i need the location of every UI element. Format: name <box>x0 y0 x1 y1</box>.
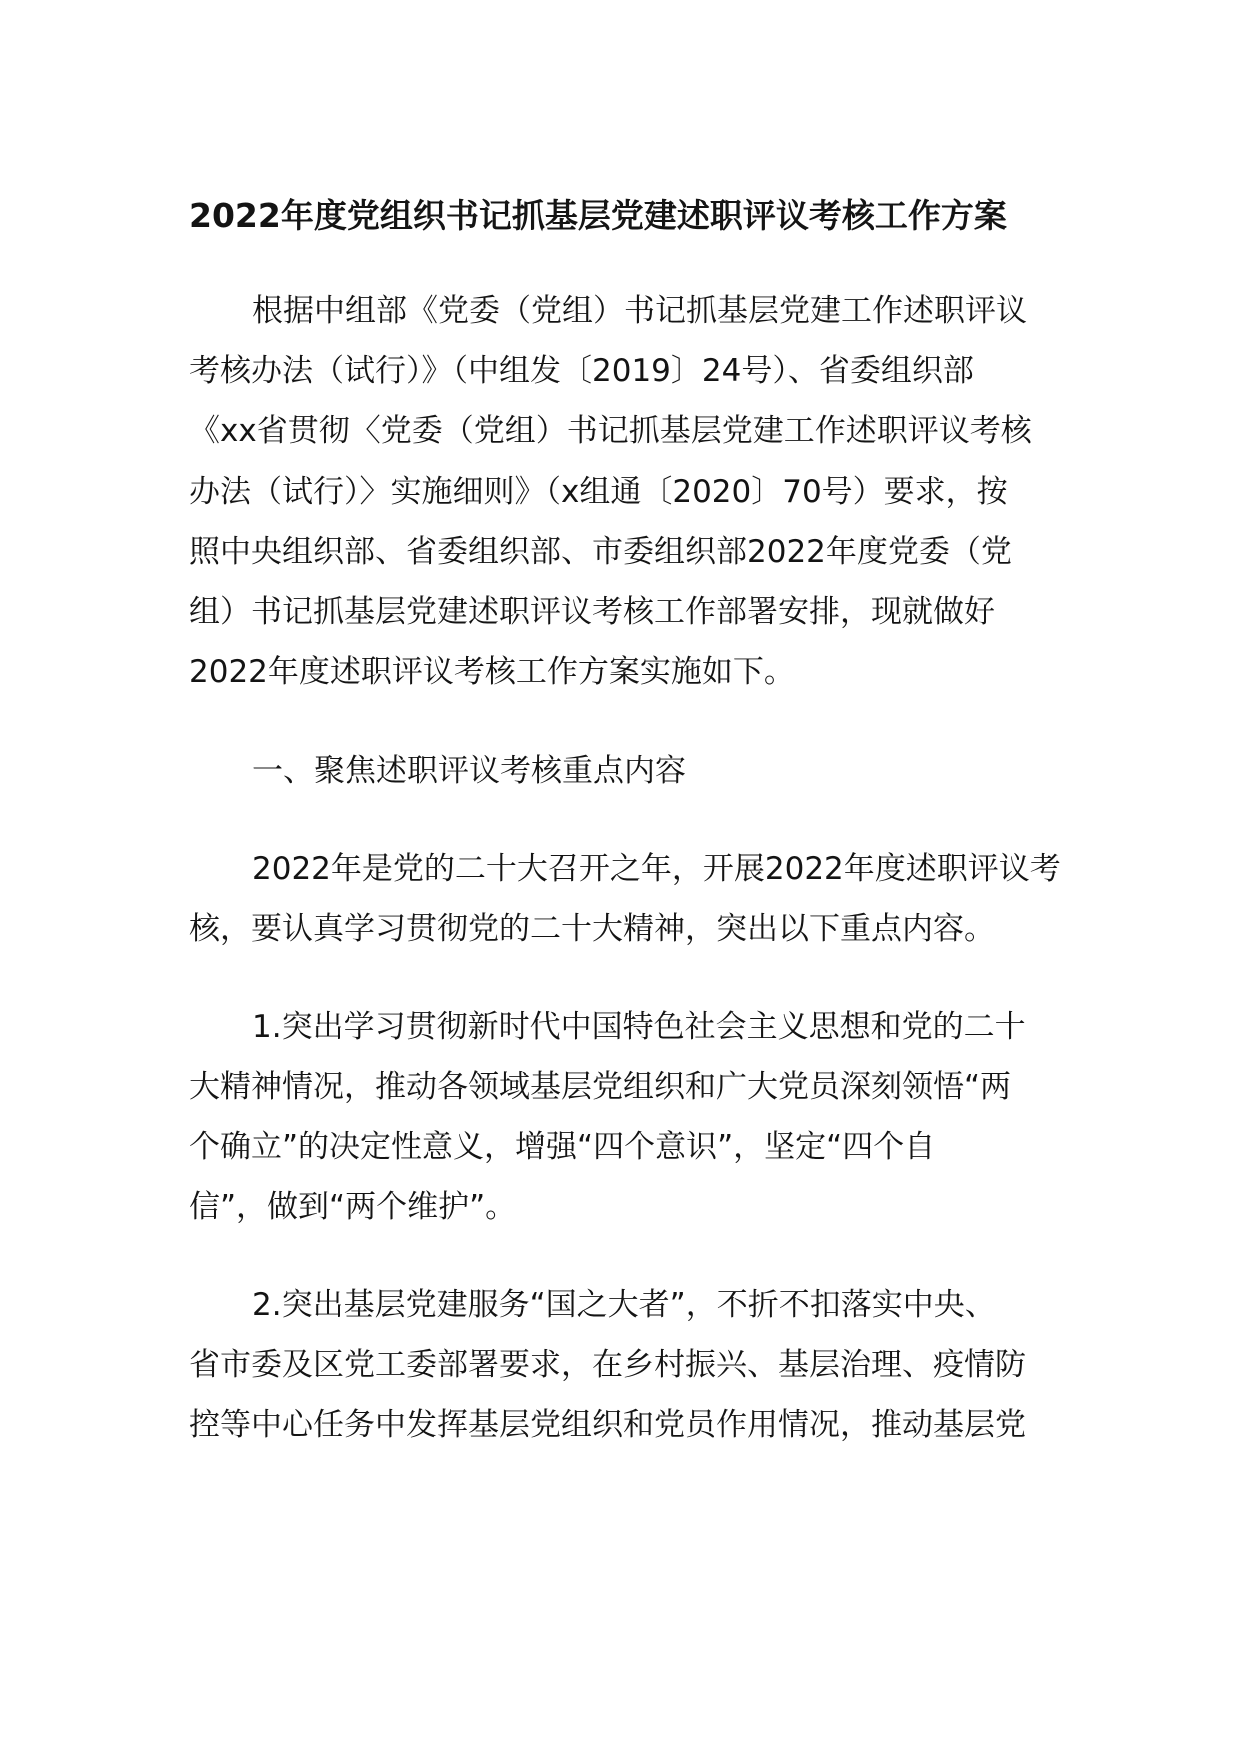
paragraph-line: 组）书记抓基层党建述职评议考核工作部署安排，现就做好 <box>189 594 995 630</box>
paragraph-line: 省市委及区党工委部署要求，在乡村振兴、基层治理、疫情防 <box>189 1347 1026 1383</box>
paragraph-line: 照中央组织部、省委组织部、市委组织部2022年度党委（党 <box>189 534 1012 570</box>
paragraph-line: 《xx省贯彻〈党委（党组）书记抓基层党建工作述职评议考核 <box>189 413 1032 449</box>
paragraph-line: 根据中组部《党委（党组）书记抓基层党建工作述职评议 <box>252 293 1027 329</box>
paragraph-line: 2022年是党的二十大召开之年，开展2022年度述职评议考 <box>252 851 1061 887</box>
paragraph-line: 1.突出学习贯彻新时代中国特色社会主义思想和党的二十 <box>252 1009 1026 1045</box>
section-heading: 一、聚焦述职评议考核重点内容 <box>252 753 686 789</box>
paragraph-line: 办法（试行）〉实施细则》（x组通〔2020〕70号）要求，按 <box>189 474 1008 510</box>
paragraph-line: 个确立”的决定性意义，增强“四个意识”，坚定“四个自 <box>189 1129 936 1165</box>
paragraph-line: 2.突出基层党建服务“国之大者”，不折不扣落实中央、 <box>252 1287 996 1323</box>
paragraph-line: 2022年度述职评议考核工作方案实施如下。 <box>189 654 795 690</box>
document-title: 2022年度党组织书记抓基层党建述职评议考核工作方案 <box>189 196 1007 235</box>
paragraph-line: 控等中心任务中发挥基层党组织和党员作用情况，推动基层党 <box>189 1407 1026 1443</box>
paragraph-line: 考核办法（试行）》（中组发〔2019〕24号）、省委组织部 <box>189 353 974 389</box>
paragraph-line: 信”，做到“两个维护”。 <box>189 1189 517 1225</box>
paragraph-line: 核，要认真学习贯彻党的二十大精神，突出以下重点内容。 <box>189 911 995 947</box>
paragraph-line: 大精神情况，推动各领域基层党组织和广大党员深刻领悟“两 <box>189 1069 1012 1105</box>
